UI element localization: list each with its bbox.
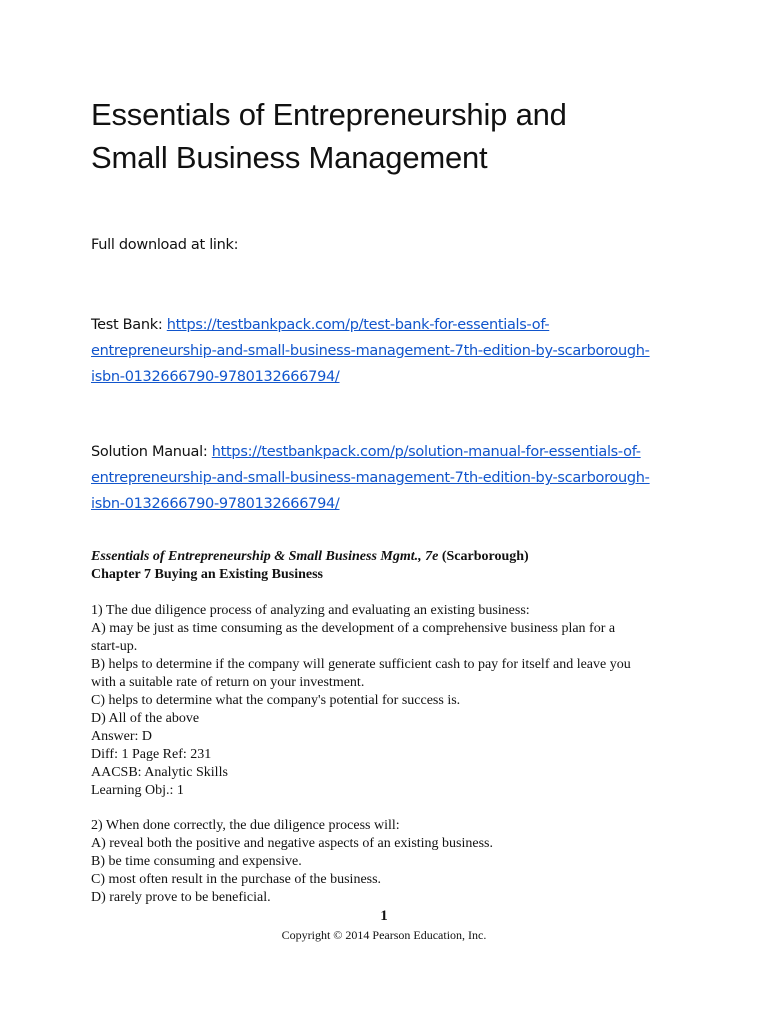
book-header <box>91 548 691 584</box>
solution-manual-section <box>91 439 711 517</box>
title-line-1: Essentials of Entrepreneurship and <box>91 97 567 132</box>
test-bank-link-line-3[interactable]: isbn-0132666790-9780132666794/ <box>91 369 340 385</box>
test-bank-label: Test Bank: <box>91 317 167 333</box>
solution-manual-link-line-3[interactable]: isbn-0132666790-9780132666794/ <box>91 496 340 512</box>
solution-manual-link-line-2[interactable]: entrepreneurship-and-small-business-management-7th-edition-by-scarborough- <box>91 470 650 486</box>
question-2 <box>91 817 691 907</box>
question-2-line: D) rarely prove to be beneficial. <box>91 890 271 905</box>
test-bank-link-line-2[interactable]: entrepreneurship-and-small-business-management-7th-edition-by-scarborough- <box>91 343 650 359</box>
question-2-line: A) reveal both the positive and negative aspects of an existing business. <box>91 836 494 851</box>
question-1-line: C) helps to determine what the company's potential for success is. <box>91 693 461 708</box>
solution-manual-label: Solution Manual: <box>91 444 212 460</box>
question-1-line: with a suitable rate of return on your investment. <box>91 675 365 690</box>
book-title: Essentials of Entrepreneurship & Small Business Mgmt., 7e <box>91 549 439 564</box>
question-2-line: B) be time consuming and expensive. <box>91 854 302 869</box>
question-1-line: Learning Obj.: 1 <box>91 783 184 798</box>
chapter-heading: Chapter 7 Buying an Existing Business <box>91 567 323 582</box>
question-1-line: Diff: 1 Page Ref: 231 <box>91 747 212 762</box>
page-number: 1 <box>380 908 388 924</box>
question-1-line: 1) The due diligence process of analyzing and evaluating an existing business: <box>91 603 530 618</box>
document-title <box>91 93 731 179</box>
solution-manual-link-line-1[interactable]: https://testbankpack.com/p/solution-manual-for-essentials-of- <box>211 444 641 460</box>
test-bank-section <box>91 312 711 390</box>
question-2-line: C) most often result in the purchase of the business. <box>91 872 382 887</box>
download-label: Full download at link: <box>91 237 239 253</box>
question-1-line: A) may be just as time consuming as the development of a comprehensive business plan for a <box>91 621 616 636</box>
test-bank-link-line-1[interactable]: https://testbankpack.com/p/test-bank-for-essentials-of- <box>166 317 550 333</box>
question-1-line: D) All of the above <box>91 711 200 726</box>
book-author: (Scarborough) <box>438 549 529 564</box>
question-1-line: start-up. <box>91 639 138 654</box>
question-1-line: Answer: D <box>91 729 153 744</box>
question-1-line: B) helps to determine if the company will generate sufficient cash to pay for itself and leave you <box>91 657 631 672</box>
question-1 <box>91 602 691 800</box>
question-2-line: 2) When done correctly, the due diligence process will: <box>91 818 400 833</box>
copyright-notice: Copyright © 2014 Pearson Education, Inc. <box>281 928 487 942</box>
question-1-line: AACSB: Analytic Skills <box>91 765 228 780</box>
title-line-2: Small Business Management <box>91 140 488 175</box>
